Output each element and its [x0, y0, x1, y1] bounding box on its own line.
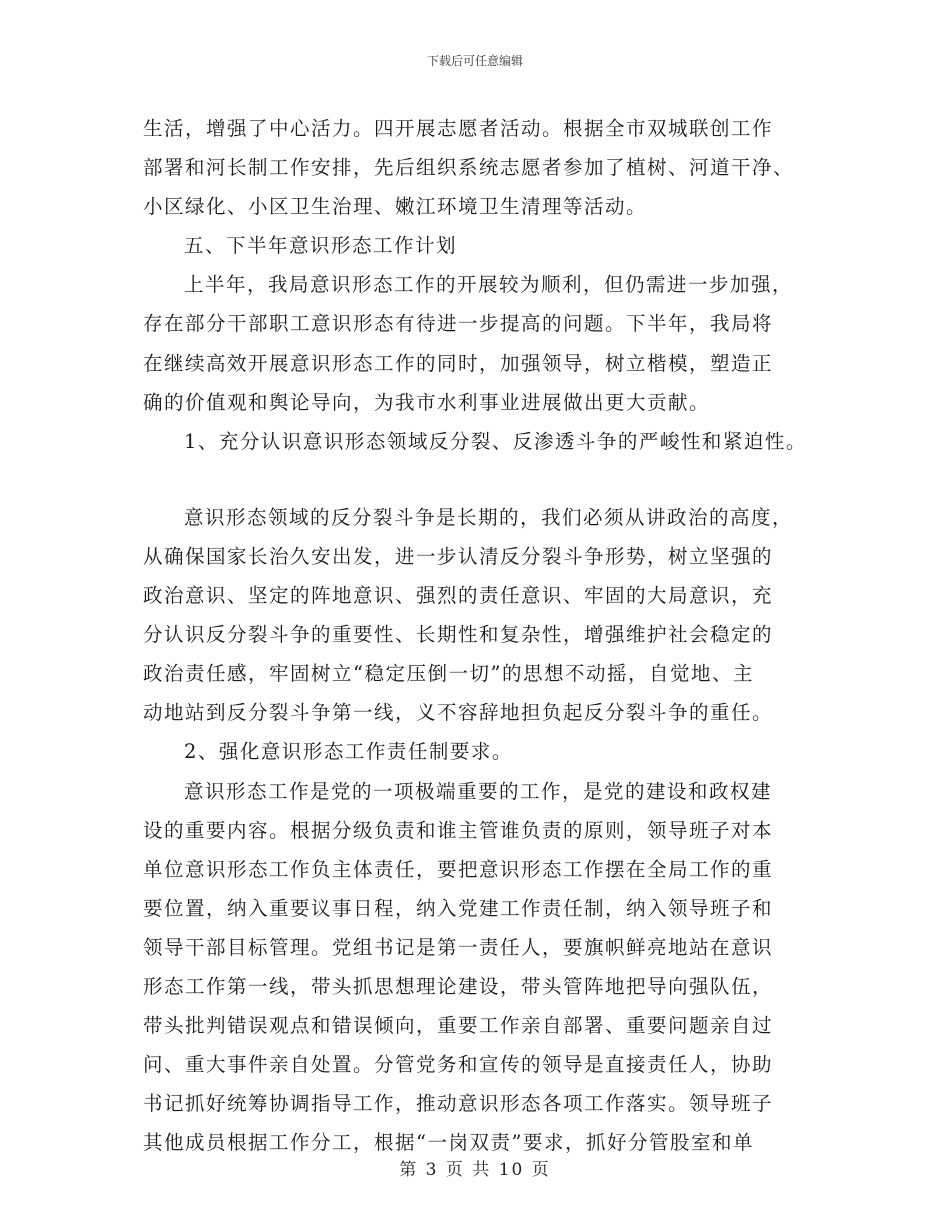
- text-line: 从确保国家长治久安出发，进一步认清反分裂斗争形势，树立坚强的: [143, 544, 774, 568]
- text-line: 在继续高效开展意识形态工作的同时，加强领导，树立楷模，塑造正: [143, 351, 774, 375]
- text-line: 意识形态工作是党的一项极端重要的工作，是党的建设和政权建: [184, 779, 773, 803]
- text-line: 问、重大事件亲自处置。分管党务和宣传的领导是直接责任人，协助: [143, 1053, 774, 1077]
- text-line: 其他成员根据工作分工，根据“一岗双责”要求，抓好分管股室和单: [143, 1131, 754, 1155]
- text-line: 意识形态领域的反分裂斗争是长期的，我们必须从讲政治的高度，: [184, 505, 794, 529]
- text-line: 政治意识、坚定的阵地意识、强烈的责任意识、牢固的大局意识，充: [143, 584, 774, 608]
- paragraph-volunteer: [143, 109, 823, 226]
- text-line: 小区绿化、小区卫生治理、嫩江环境卫生清理等活动。: [143, 195, 648, 219]
- section-heading-5: 五、下半年意识形态工作计划: [184, 234, 458, 258]
- text-line: 动地站到反分裂斗争第一线，义不容辞地担负起反分裂斗争的重任。: [143, 701, 774, 725]
- text-line: 领导干部目标管理。党组书记是第一责任人，要旗帜鲜亮地站在意识: [143, 935, 774, 959]
- text-line: 设的重要内容。根据分级负责和谁主管谁负责的原则，领导班子对本: [143, 818, 774, 842]
- text-line: 存在部分干部职工意识形态有待进一步提高的问题。下半年，我局将: [143, 312, 774, 336]
- paragraph-plan: [143, 265, 823, 421]
- text-line: 生活，增强了中心活力。四开展志愿者活动。根据全市双城联创工作: [143, 117, 774, 140]
- paragraph-anti-separatism: [143, 498, 823, 733]
- page-footer: 第 3 页 共 10 页: [399, 1160, 551, 1180]
- document-body: [143, 109, 823, 1162]
- paragraph-gap: [143, 461, 823, 498]
- text-line: 单位意识形态工作负主体责任，要把意识形态工作摆在全局工作的重: [143, 857, 774, 881]
- text-line: 政治责任感，牢固树立“稳定压倒一切”的思想不动摇，自觉地、主: [143, 662, 754, 686]
- text-line: 形态工作第一线，带头抓思想理论建设，带头管阵地把导向强队伍，: [143, 974, 774, 998]
- text-line: 确的价值观和舆论导向，为我市水利事业进展做出更大贡献。: [143, 390, 711, 414]
- text-line: 带头批判错误观点和错误倾向，重要工作亲自部署、重要问题亲自过: [143, 1014, 774, 1038]
- item-heading-1: 1、充分认识意识形态领域反分裂、反渗透斗争的严峻性和紧迫性。: [184, 429, 807, 453]
- text-line: 分认识反分裂斗争的重要性、长期性和复杂性，增强维护社会稳定的: [143, 623, 774, 647]
- text-line: 要位置，纳入重要议事日程，纳入党建工作责任制，纳入领导班子和: [143, 896, 774, 920]
- text-line: 上半年，我局意识形态工作的开展较为顺利，但仍需进一步加强，: [184, 273, 794, 297]
- paragraph-responsibility: [143, 772, 823, 1163]
- text-line: 书记抓好统筹协调指导工作，推动意识形态各项工作落实。领导班子: [143, 1092, 774, 1116]
- item-heading-2: 2、强化意识形态工作责任制要求。: [184, 740, 513, 764]
- text-line: 部署和河长制工作安排，先后组织系统志愿者参加了植树、河道干净、: [143, 156, 795, 180]
- page-header: 下载后可任意编辑: [426, 54, 523, 68]
